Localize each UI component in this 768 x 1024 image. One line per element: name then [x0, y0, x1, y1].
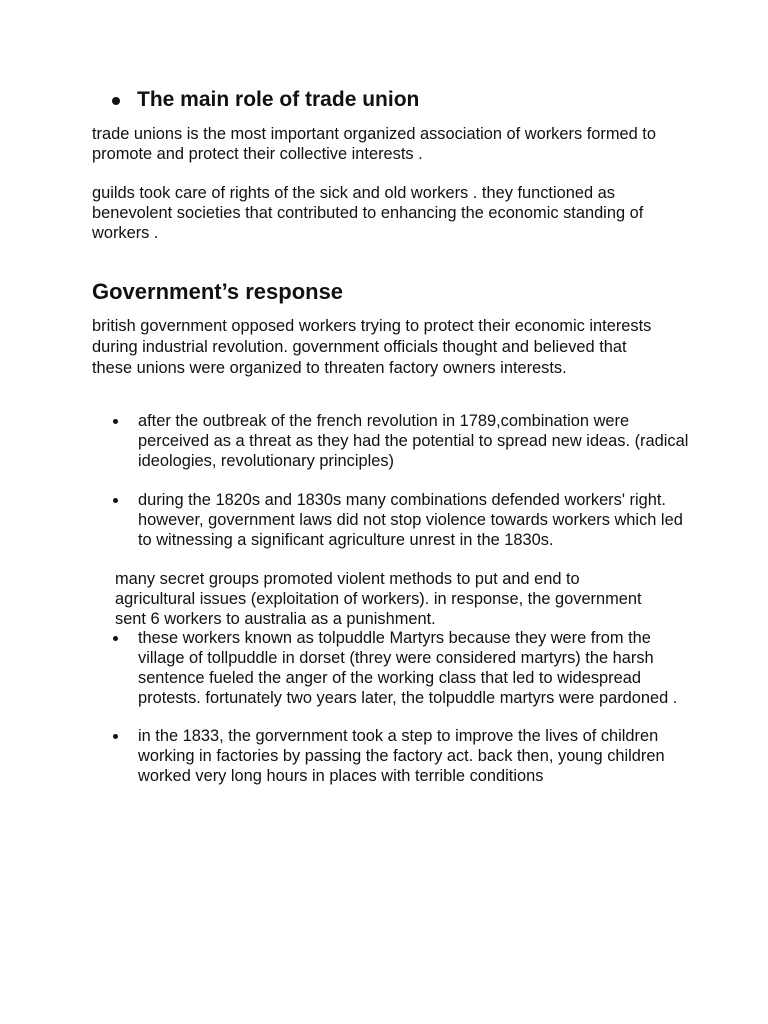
- bullet-icon: [113, 498, 118, 503]
- section-heading-government: Government’s response: [92, 279, 344, 304]
- bullet-icon: [113, 636, 118, 641]
- paragraph-government-intro: british government opposed workers trying to protect their economic interests during industrial revolution. government officials thought and believed that these unions were organized to threaten factory owners interests.: [92, 317, 652, 377]
- bullet-text: in the 1833, the gorvernment took a step to improve the lives of children working in factories by passing the factory act. back then, young children worked very long hours in places with terrible conditions: [138, 727, 665, 785]
- section-heading-trade-union: The main role of trade union: [137, 88, 420, 111]
- bullet-text: during the 1820s and 1830s many combinations defended workers' right. however, government laws did not stop violence towards workers which led to witnessing a significant agriculture unrest in the 1830s.: [138, 491, 683, 549]
- paragraph-secret-groups: many secret groups promoted violent methods to put and end to agricultural issues (exploitation of workers). in response, the government sent 6 workers to australia as a punishment.: [115, 570, 642, 628]
- bullet-icon: [112, 97, 120, 105]
- paragraph-trade-unions: trade unions is the most important organized association of workers formed to promote and protect their collective interests .: [92, 125, 656, 163]
- bullet-text: these workers known as tolpuddle Martyrs because they were from the village of tollpuddle in dorset (threy were considered martyrs) the harsh sentence fueled the anger of the working class that led to widespread protests. fortunately two years later, the tolpuddle martyrs were pardoned .: [138, 629, 678, 707]
- bullet-icon: [113, 734, 118, 739]
- heading-row: [112, 86, 419, 114]
- paragraph-guilds: guilds took care of rights of the sick and old workers . they functioned as benevolent societies that contributed to enhancing the economic standing of workers .: [92, 184, 644, 242]
- bullet-icon: [113, 419, 118, 424]
- bullet-text: after the outbreak of the french revolution in 1789,combination were perceived as a threat as they had the potential to spread new ideas. (radical ideologies, revolutionary principles): [138, 412, 689, 470]
